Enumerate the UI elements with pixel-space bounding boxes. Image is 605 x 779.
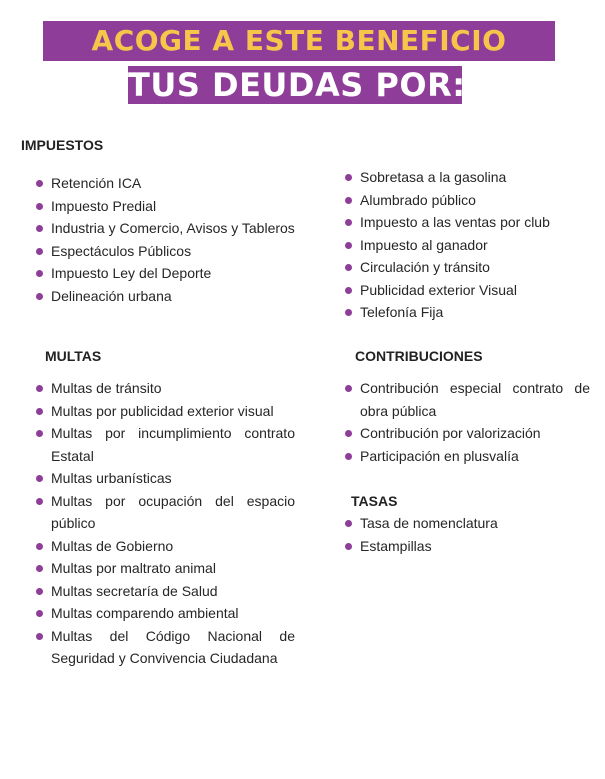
list-item: Multas por incumplimiento contrato Estatal [36, 422, 295, 467]
headline-line-2: TUS DEUDAS POR: [128, 66, 466, 104]
list-item: Retención ICA [36, 172, 311, 195]
list-item: Estampillas [345, 535, 590, 558]
list-item: Alumbrado público [345, 189, 595, 212]
list-item: Impuesto Predial [36, 195, 311, 218]
list-item: Multas secretaría de Salud [36, 580, 295, 603]
list-item: Multas de Gobierno [36, 535, 295, 558]
list-item: Multas por maltrato animal [36, 557, 295, 580]
list-item: Contribución por valorización [345, 422, 590, 445]
contribuciones-title: CONTRIBUCIONES [355, 348, 483, 364]
list-item: Impuesto Ley del Deporte [36, 262, 311, 285]
list-item: Multas por ocupación del espacio público [36, 490, 295, 535]
list-item: Impuesto a las ventas por club [345, 211, 595, 234]
list-item: Multas por publicidad exterior visual [36, 400, 295, 423]
list-item: Multas urbanísticas [36, 467, 295, 490]
headline-line-1: ACOGE A ESTE BENEFICIO [91, 24, 507, 57]
list-item: Sobretasa a la gasolina [345, 166, 595, 189]
headline-banner-bottom [128, 66, 466, 104]
multas-title: MULTAS [45, 348, 102, 364]
list-item: Delineación urbana [36, 285, 311, 308]
tasas-list [345, 512, 590, 557]
list-item: Multas de tránsito [36, 377, 295, 400]
contribuciones-list [345, 377, 590, 467]
list-item: Participación en plusvalía [345, 445, 590, 468]
impuestos-list-continued [345, 166, 595, 324]
multas-list [36, 377, 295, 670]
tasas-title: TASAS [351, 493, 398, 509]
impuestos-list [36, 172, 311, 307]
list-item: Multas del Código Nacional de Seguridad y Convivencia Ciudadana [36, 625, 295, 670]
list-item: Contribución especial contrato de obra pública [345, 377, 590, 422]
list-item: Telefonía Fija [345, 301, 595, 324]
list-item: Publicidad exterior Visual [345, 279, 595, 302]
impuestos-title: IMPUESTOS [21, 137, 104, 153]
list-item: Circulación y tránsito [345, 256, 595, 279]
list-item: Impuesto al ganador [345, 234, 595, 257]
list-item: Industria y Comercio, Avisos y Tableros [36, 217, 311, 240]
headline-banner-top [43, 21, 555, 61]
list-item: Multas comparendo ambiental [36, 602, 295, 625]
list-item: Espectáculos Públicos [36, 240, 311, 263]
list-item: Tasa de nomenclatura [345, 512, 590, 535]
